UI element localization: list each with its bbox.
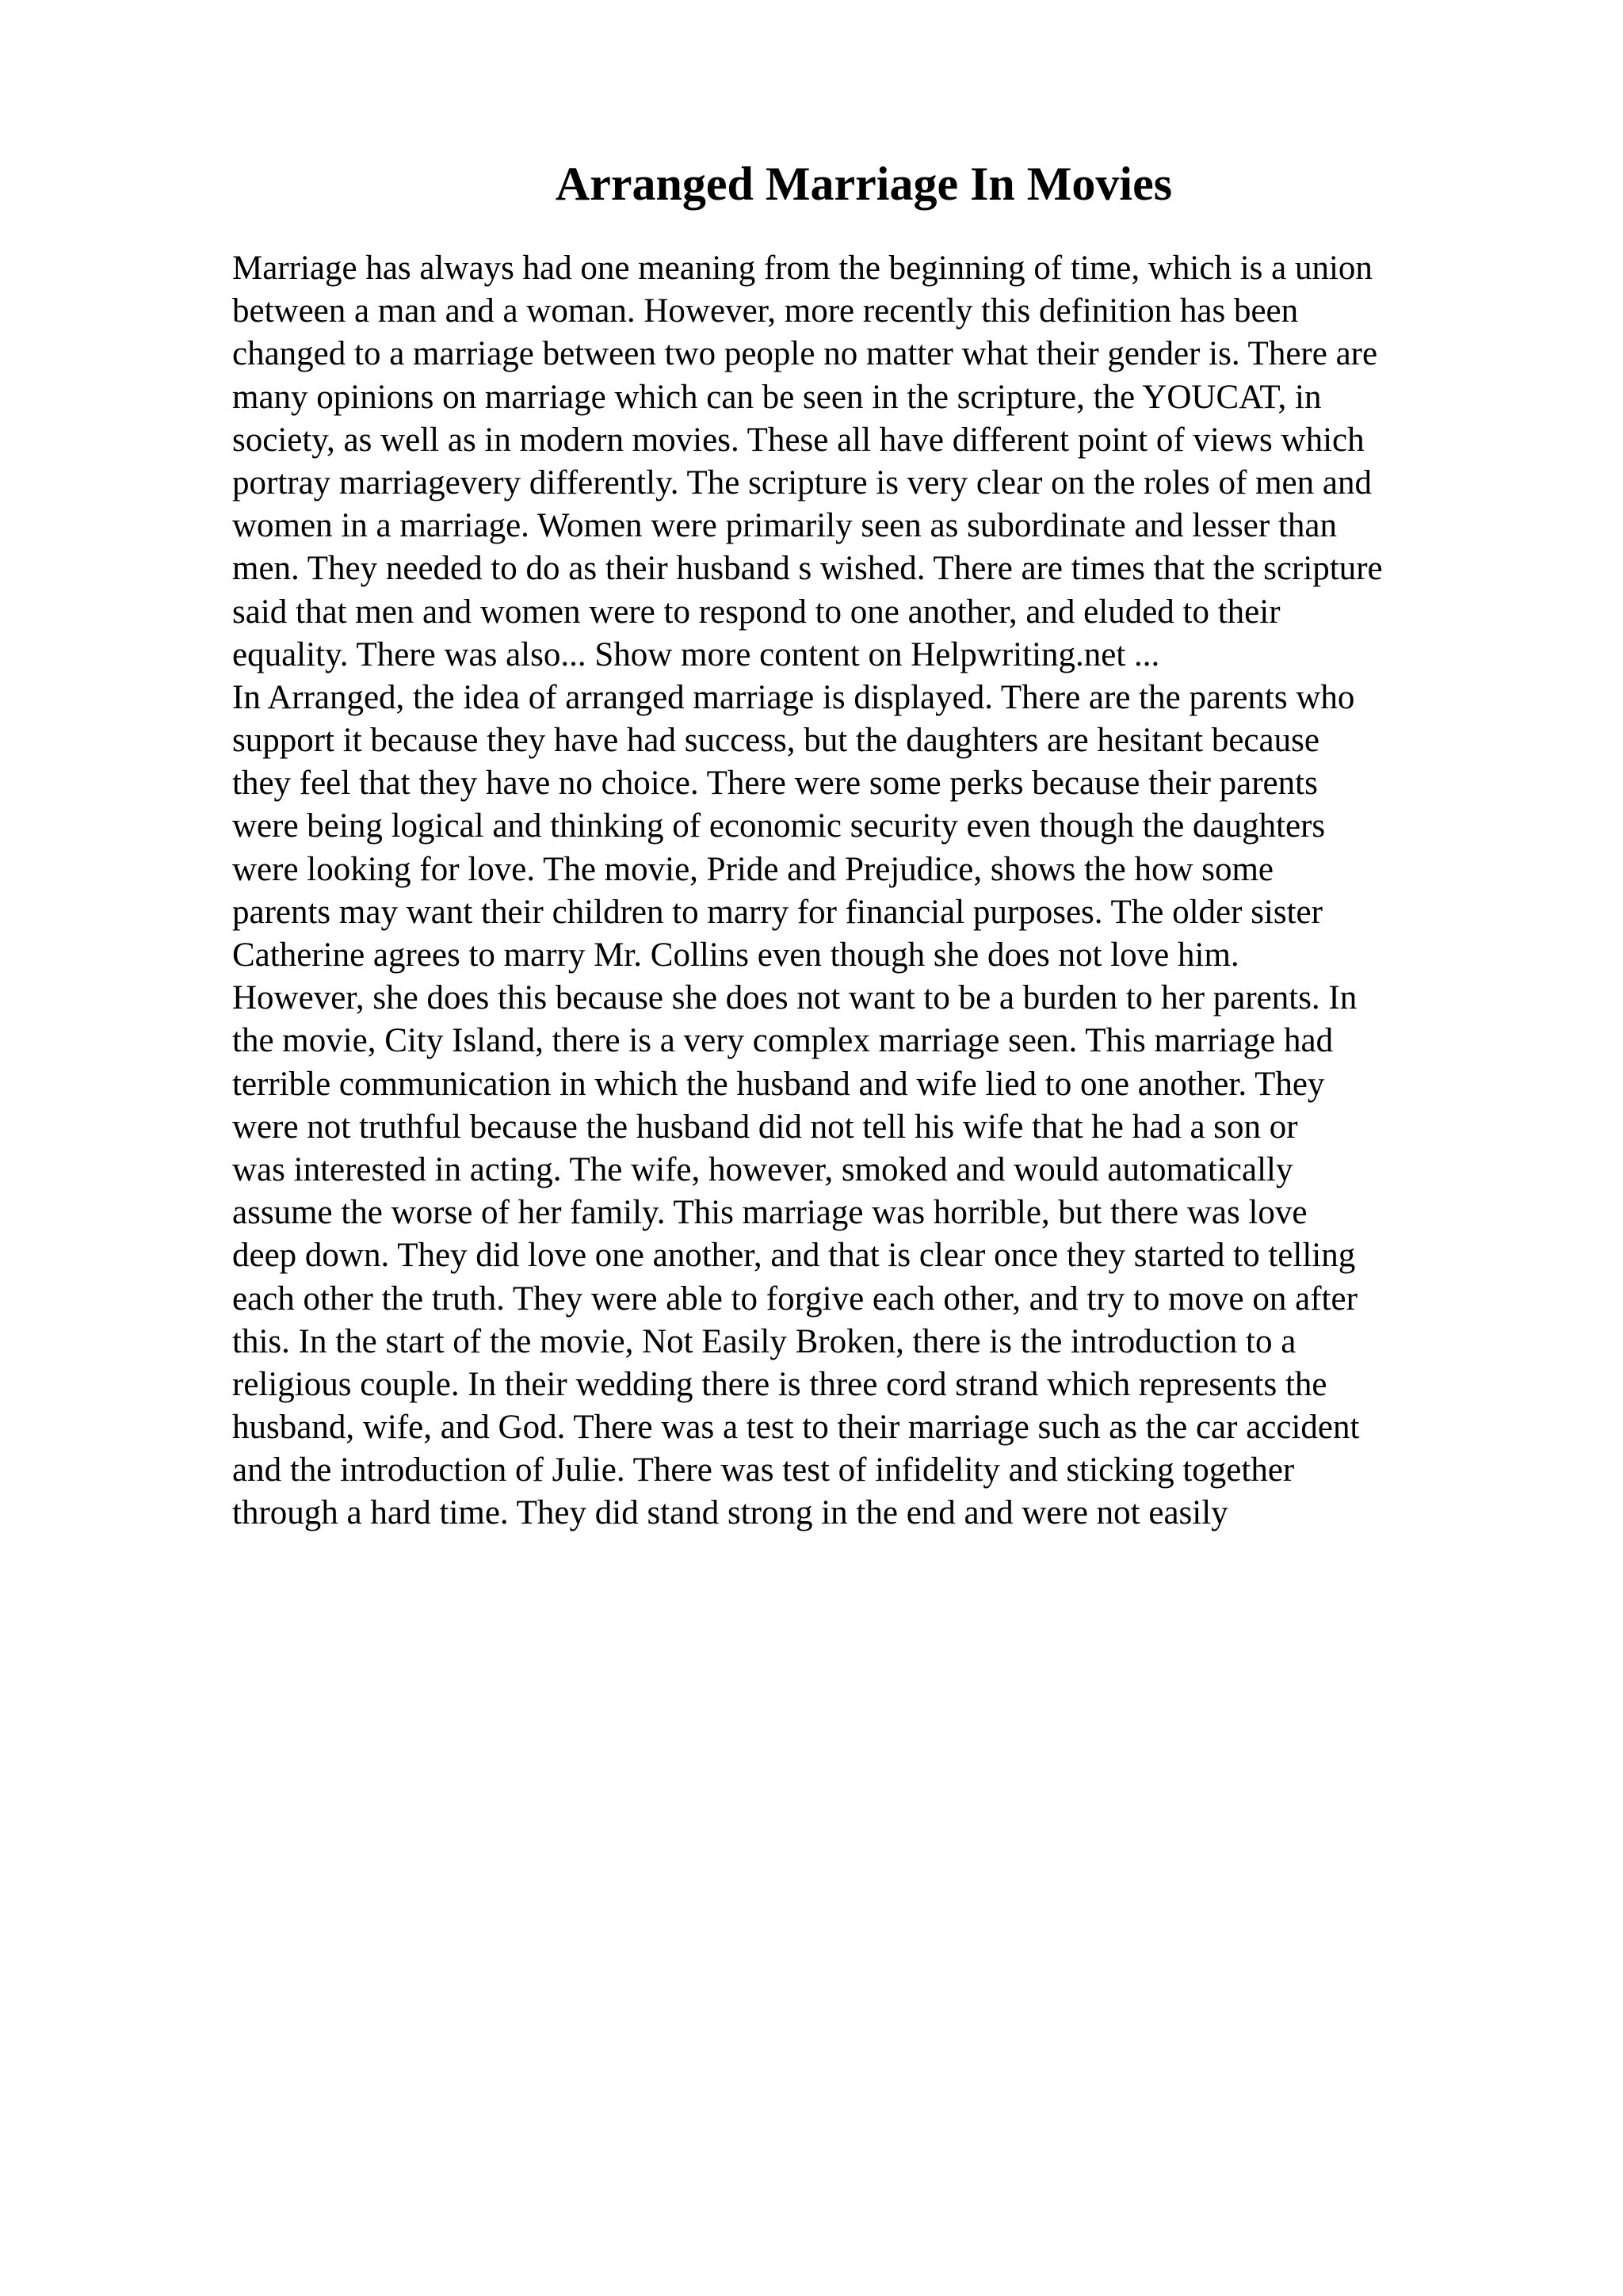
body-line: was interested in acting. The wife, however, smoked and would automatically <box>232 1150 1293 1188</box>
body-line: they feel that they have no choice. There were some perks because their parents <box>232 765 1318 803</box>
body-line: were not truthful because the husband did not tell his wife that he had a son or <box>232 1108 1298 1146</box>
body-line: terrible communication in which the husband and wife lied to one another. They <box>232 1065 1325 1103</box>
document-title: Arranged Marriage In Movies <box>555 158 1173 210</box>
body-line: each other the truth. They were able to forgive each other, and try to move on after <box>232 1280 1358 1318</box>
body-line: portray marriagevery differently. The scripture is very clear on the roles of men and <box>232 463 1372 502</box>
body-line: between a man and a woman. However, more recently this definition has been <box>232 292 1299 330</box>
body-line: equality. There was also... Show more content on Helpwriting.net ... <box>232 635 1160 673</box>
body-line: However, she does this because she does not want to be a burden to her parents. In <box>232 979 1358 1017</box>
body-line: husband, wife, and God. There was a test to their marriage such as the car accident <box>232 1409 1360 1447</box>
body-line: Marriage has always had one meaning from the beginning of time, which is a union <box>232 250 1373 287</box>
body-line: men. They needed to do as their husband s wished. There are times that the scripture <box>232 550 1383 588</box>
document-body <box>232 247 1595 1535</box>
body-line: changed to a marriage between two people no matter what their gender is. There are <box>232 335 1378 373</box>
body-line: deep down. They did love one another, and that is clear once they started to telling <box>232 1237 1356 1275</box>
body-line: women in a marriage. Women were primarily seen as subordinate and lesser than <box>232 507 1337 545</box>
body-line: and the introduction of Julie. There was test of infidelity and sticking together <box>232 1451 1295 1489</box>
body-line: society, as well as in modern movies. These all have different point of views which <box>232 421 1365 459</box>
body-line: parents may want their children to marry for financial purposes. The older sister <box>232 893 1323 931</box>
body-line: this. In the start of the movie, Not Easily Broken, there is the introduction to a <box>232 1322 1296 1360</box>
body-line: the movie, City Island, there is a very complex marriage seen. This marriage had <box>232 1022 1334 1060</box>
body-line: were looking for love. The movie, Pride and Prejudice, shows the how some <box>232 850 1274 888</box>
body-line: were being logical and thinking of economic security even though the daughters <box>232 807 1326 845</box>
body-line: assume the worse of her family. This marriage was horrible, but there was love <box>232 1194 1308 1232</box>
body-line: through a hard time. They did stand strong in the end and were not easily <box>232 1494 1228 1532</box>
body-line: religious couple. In their wedding there is three cord strand which represents the <box>232 1365 1327 1403</box>
body-line: Catherine agrees to marry Mr. Collins even though she does not love him. <box>232 936 1239 974</box>
body-line: many opinions on marriage which can be seen in the scripture, the YOUCAT, in <box>232 378 1322 416</box>
body-line: In Arranged, the idea of arranged marriage is displayed. There are the parents who <box>232 678 1355 716</box>
body-line: said that men and women were to respond to one another, and eluded to their <box>232 593 1281 631</box>
body-line: support it because they have had success, but the daughters are hesitant because <box>232 722 1319 760</box>
